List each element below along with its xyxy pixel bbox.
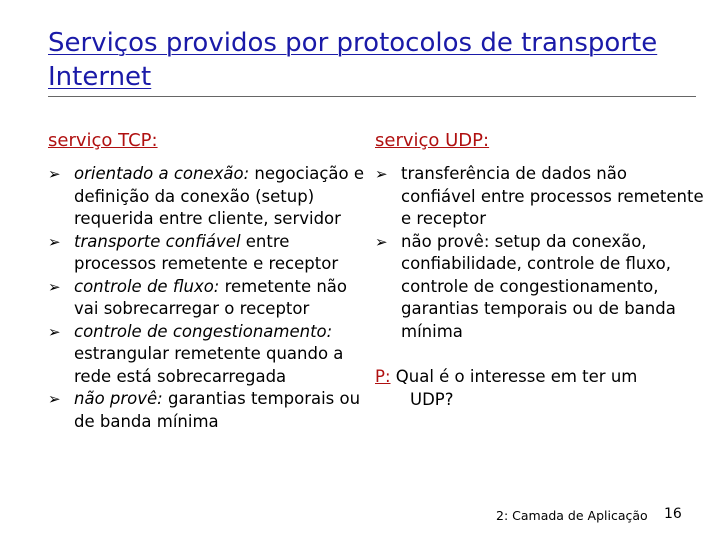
tcp-item-text: entre processos remetente e receptor [74,231,339,273]
udp-item-no-services [375,231,705,344]
tcp-item-connection [48,163,368,231]
arrow-bullet-icon: ➢ [48,232,61,251]
page-number: 16 [664,506,682,522]
tcp-item-text: estrangular remetente quando a rede está sobrecarregada [74,344,344,386]
tcp-item-flow-control [48,276,368,321]
tcp-column [48,130,368,433]
tcp-item-lead: orientado a conexão: [74,164,250,183]
tcp-item-lead: controle de congestionamento: [74,321,333,341]
udp-item-text: transferência de dados não confiável entre processos remetente e receptor [401,164,704,228]
tcp-item-congestion-control [48,321,368,389]
tcp-heading: serviço TCP: [48,130,158,151]
tcp-item-text: remetente não vai sobrecarregar o receptor [74,276,348,318]
udp-item-unreliable [375,163,705,231]
slide-title: Serviços providos por protocolos de transporte Internet [48,28,658,92]
arrow-bullet-icon: ➢ [48,322,61,341]
tcp-item-no-guarantees [48,388,368,433]
tcp-item-text: negociação e definição da conexão (setup) requerida entre cliente, servidor [74,164,365,228]
tcp-item-lead: não provê: [74,389,163,408]
arrow-bullet-icon: ➢ [48,390,61,408]
udp-item-text: não provê: setup da conexão, confiabilidade, controle de fluxo, controle de congestionamento, garantias temporais ou de banda mínima [401,231,676,341]
tcp-item-lead: controle de fluxo: [74,276,220,296]
footer-chapter: 2: Camada de Aplicação [496,508,648,523]
udp-list [375,163,705,343]
question-text-line1: Qual é o interesse em ter um [395,367,638,386]
tcp-list [48,163,368,433]
tcp-item-reliable [48,231,368,276]
tcp-item-text: garantias temporais ou de banda mínima [74,389,361,431]
udp-heading: serviço UDP: [375,130,490,151]
udp-column [375,130,705,411]
arrow-bullet-icon: ➢ [375,232,388,251]
arrow-bullet-icon: ➢ [48,165,61,183]
arrow-bullet-icon: ➢ [375,165,388,183]
question-label: P: [375,367,391,386]
question-text-line2: UDP? [410,389,454,409]
title-divider [48,96,696,97]
tcp-item-lead: transporte confiável [74,231,241,251]
arrow-bullet-icon: ➢ [48,277,61,296]
udp-question [375,366,705,411]
